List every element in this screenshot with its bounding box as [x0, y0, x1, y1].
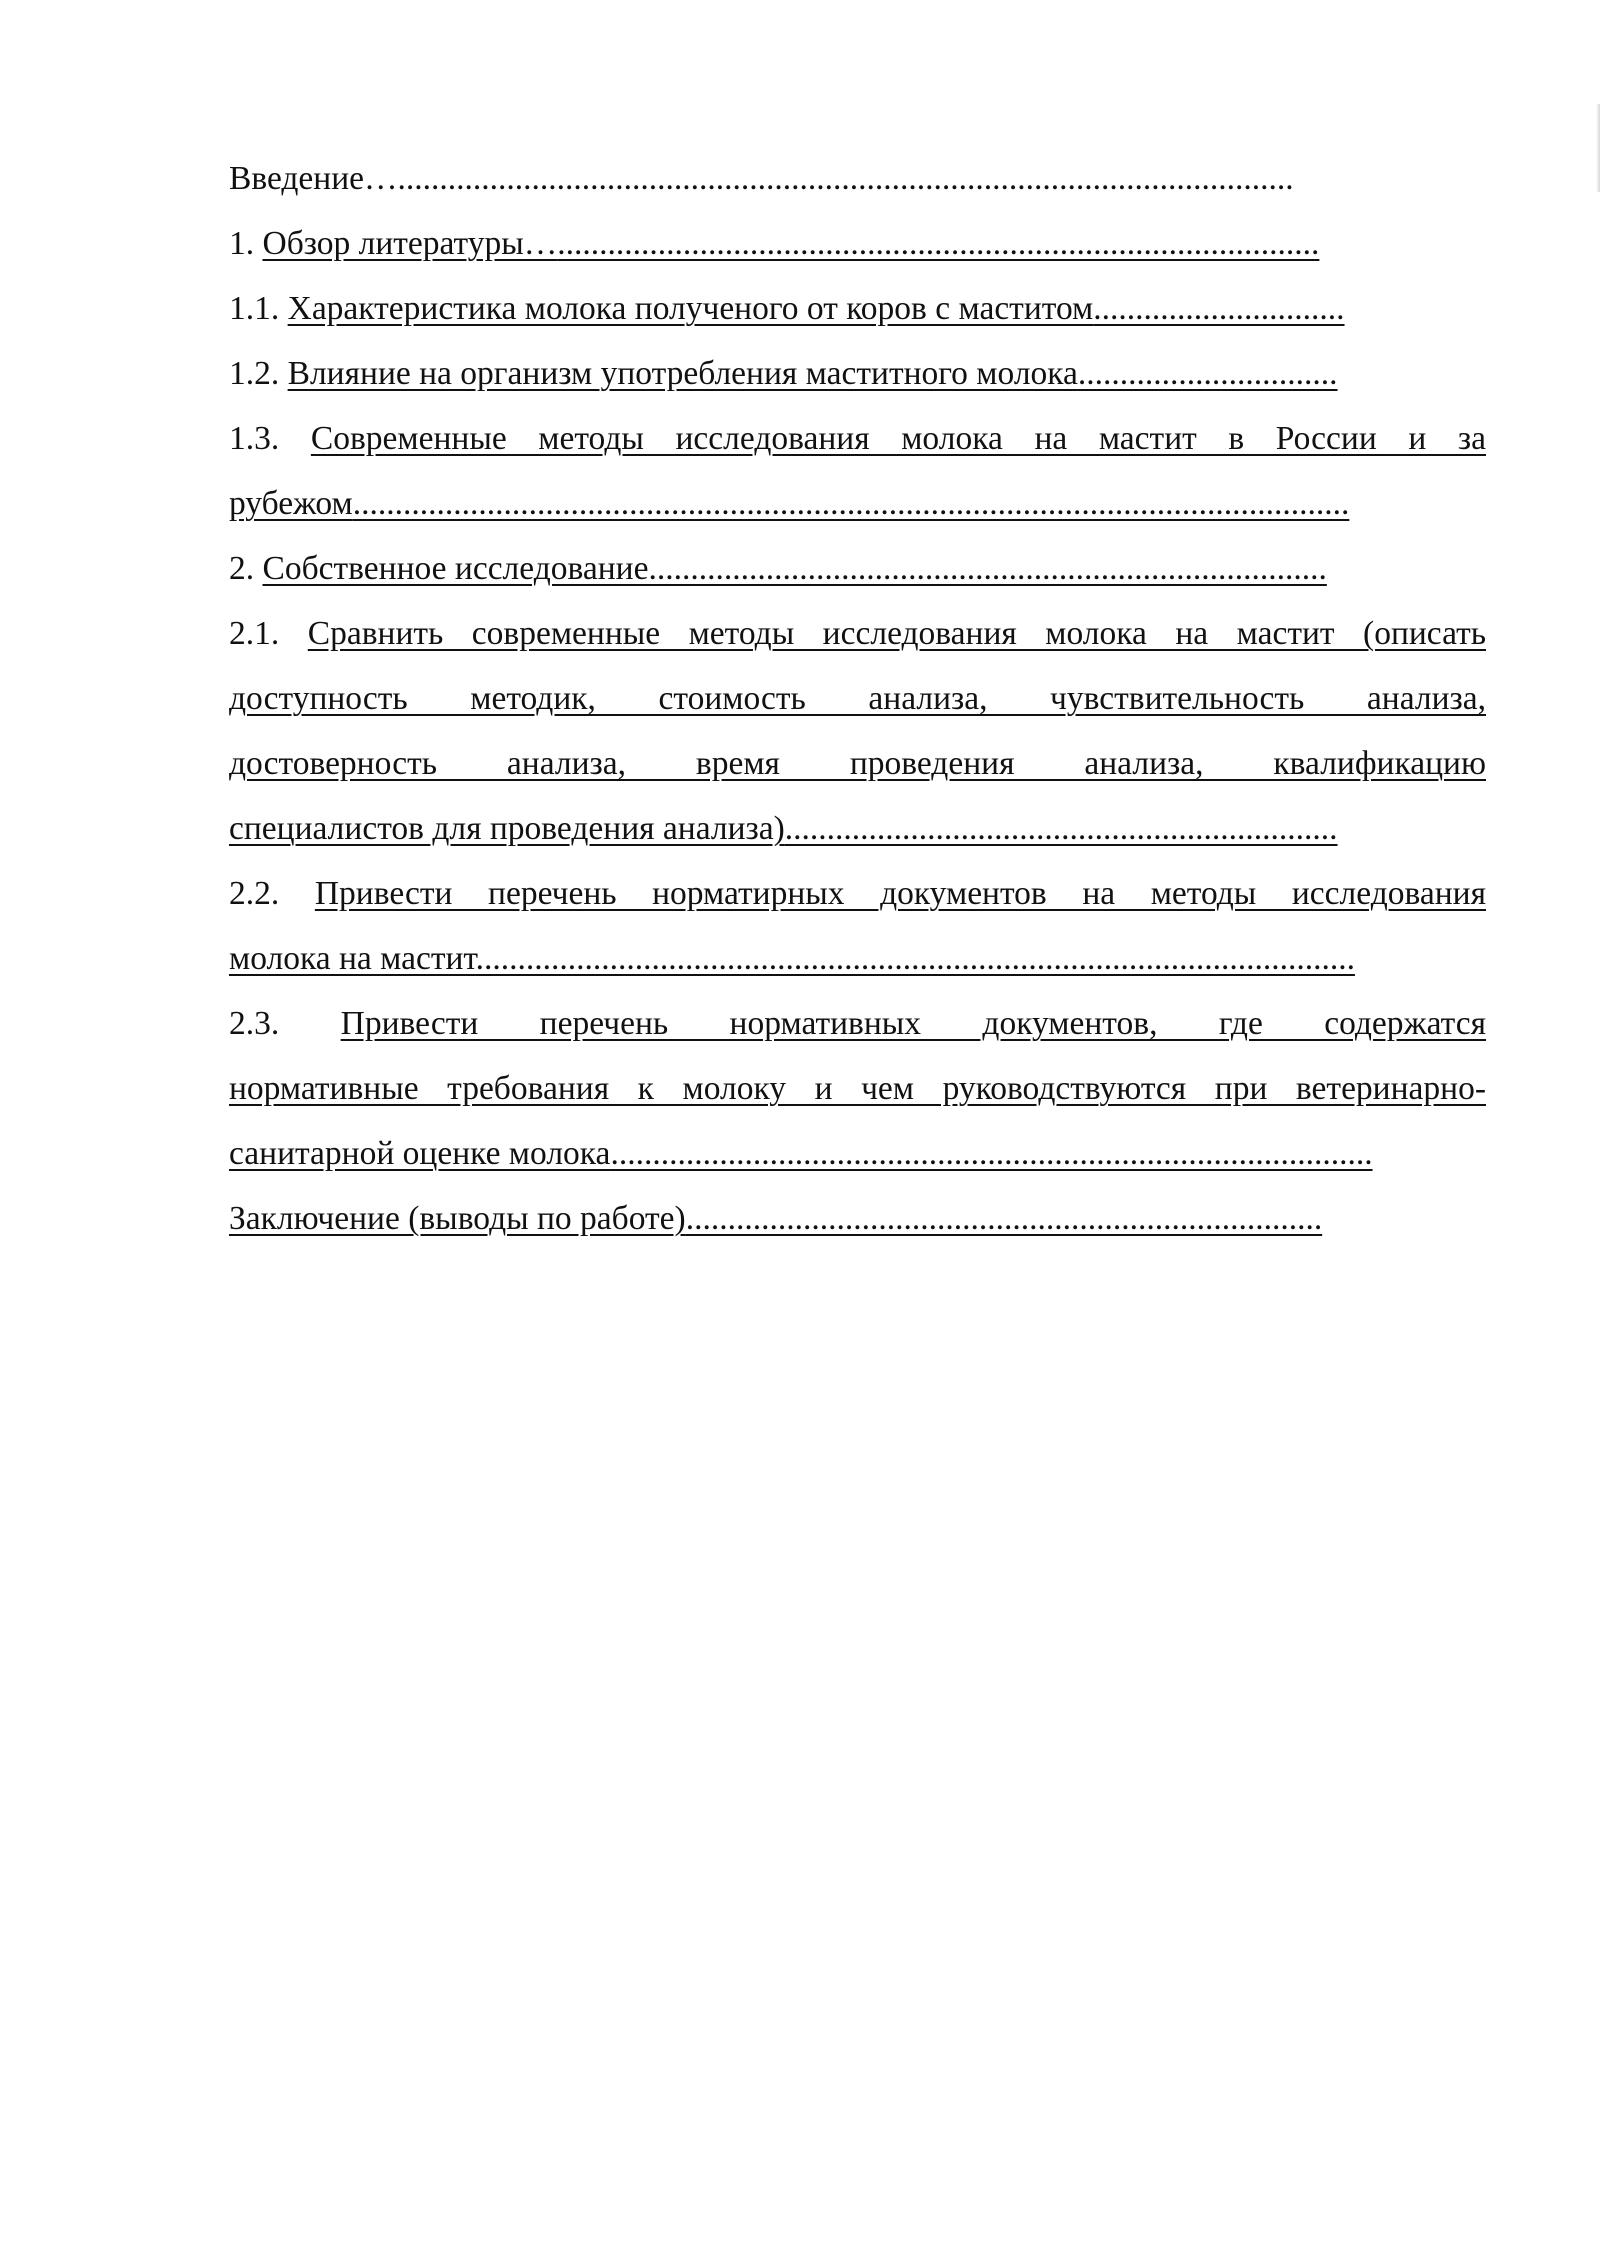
toc-entry-2[interactable] — [229, 536, 1486, 601]
toc-entry-line: доступность методик, стоимость анализа, чувствительность анализа, — [229, 680, 1486, 717]
toc-entry-1-2[interactable] — [229, 341, 1486, 406]
toc-entry-1[interactable] — [229, 211, 1486, 276]
toc-entry-1-3[interactable] — [229, 406, 1486, 536]
table-of-contents — [229, 146, 1486, 1251]
toc-entry-title: Современные методы исследования молока на мастит в России и за — [310, 420, 1486, 457]
toc-entry-conclusion[interactable] — [229, 1186, 1486, 1251]
toc-entry-line — [229, 861, 1486, 926]
toc-entry-leader: ....................................................................................................................... — [352, 485, 1350, 522]
toc-entry-1-1[interactable] — [229, 276, 1486, 341]
toc-entry-number: 2.1. — [229, 615, 308, 652]
toc-entry-line — [229, 471, 1486, 536]
toc-entry-title: Заключение (выводы по работе)............................................................................ — [229, 1200, 1323, 1237]
toc-entry-number: 2.2. — [229, 875, 315, 912]
toc-entry-line — [229, 926, 1486, 991]
toc-entry-title-end: рубежом — [229, 485, 353, 522]
toc-entry-leader: ......................................................................................................... — [475, 940, 1355, 977]
toc-entry-number: 1. — [229, 225, 263, 262]
toc-entry-title: Собственное исследование................................................................................. — [262, 550, 1327, 587]
toc-entry-2-3[interactable] — [229, 991, 1486, 1186]
toc-entry-title: Сравнить современные методы исследования молока на мастит (описать — [307, 615, 1486, 652]
toc-entry-line — [229, 796, 1486, 861]
toc-entry-2-2[interactable] — [229, 861, 1486, 991]
toc-entry-title-end: молока на мастит — [229, 940, 476, 977]
toc-entry-title-end: специалистов для проведения анализа) — [229, 810, 785, 847]
toc-entry-line — [229, 406, 1486, 471]
toc-entry-number: 1.1. — [229, 290, 288, 327]
toc-entry-number: 1.2. — [229, 355, 288, 392]
toc-entry-line — [229, 1121, 1486, 1186]
toc-entry-title: Привести перечень нормативных документов, где содержатся — [340, 1005, 1486, 1042]
toc-entry-line: достоверность анализа, время проведения анализа, квалификацию — [229, 745, 1486, 782]
toc-entry-title-end: санитарной оценке молока — [229, 1135, 611, 1172]
page-edge-shadow — [1596, 104, 1600, 192]
toc-entry-title: Характеристика молока полученого от коров с маститом.............................. — [287, 290, 1345, 327]
toc-entry-title: Влияние на организм употребления маститного молока............................... — [287, 355, 1338, 392]
toc-entry-leader: .................................................................. — [784, 810, 1338, 847]
toc-entry-2-1[interactable] — [229, 601, 1486, 861]
toc-entry-leader: ........................................................................................... — [610, 1135, 1373, 1172]
toc-entry-number: 1.3. — [229, 420, 311, 457]
toc-entry-number: 2.3. — [229, 1005, 341, 1042]
toc-entry-line — [229, 601, 1486, 666]
toc-entry-title: Обзор литературы…........................................................................................... — [262, 225, 1320, 262]
toc-entry-title: Введение — [229, 160, 365, 197]
toc-entry-line — [229, 991, 1486, 1056]
toc-entry-number: 2. — [229, 550, 263, 587]
toc-entry-leader: …........................................................................................................... — [364, 160, 1294, 197]
toc-entry-title: Привести перечень норматирных документов на методы исследования — [314, 875, 1486, 912]
toc-entry-introduction[interactable] — [229, 146, 1486, 211]
toc-entry-line: нормативные требования к молоку и чем руководствуются при ветеринарно- — [229, 1070, 1486, 1107]
